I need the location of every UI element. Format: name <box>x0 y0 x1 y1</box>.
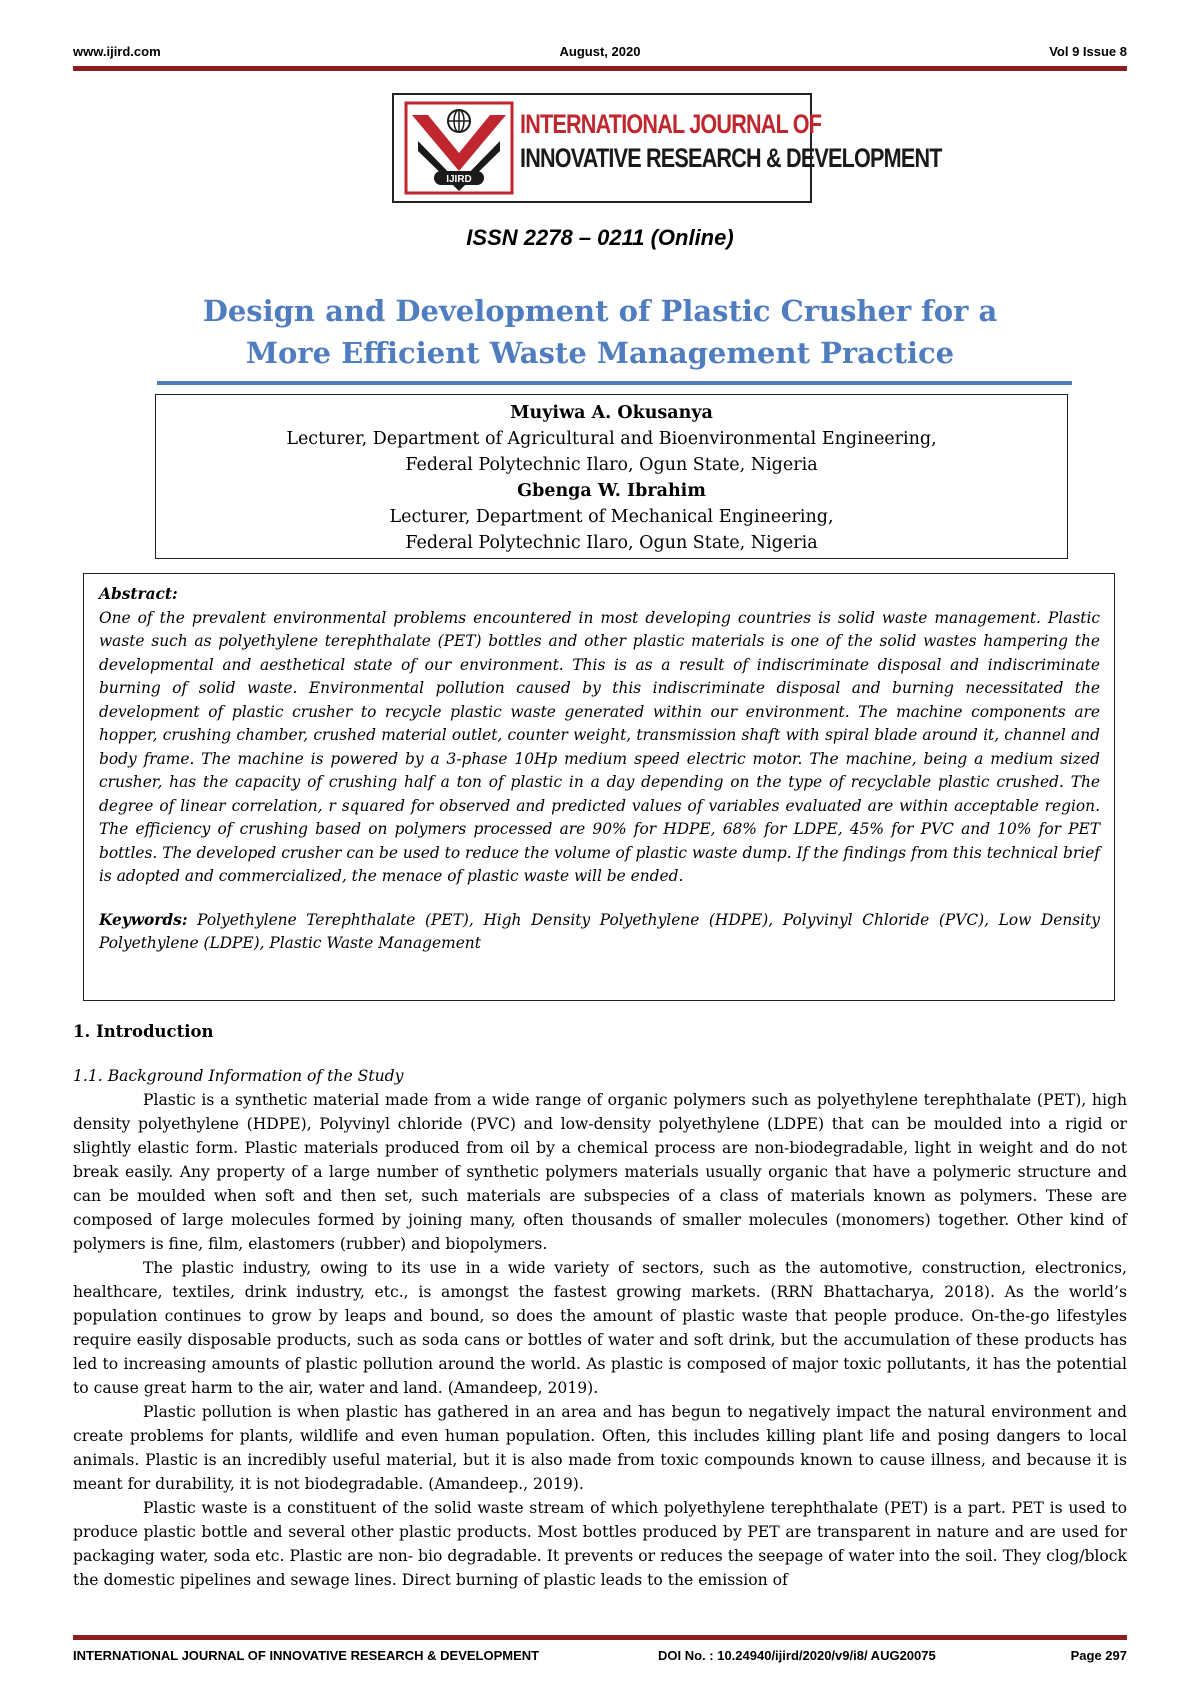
page-header <box>73 44 1127 64</box>
abstract-heading: Abstract: <box>99 585 178 603</box>
paragraph: The plastic industry, owing to its use in a wide variety of sectors, such as the automotive, construction, electronics, healthcare, textiles, drink industry, etc., is amongst the fastest growing markets. (RRN Bhattacharya, 2018). As the world’s population continues to grow by leaps and bound, so does the amount of plastic waste that people produce. On-the-go lifestyles require easily disposable products, such as soda cans or bottles of water and soft drink, but the accumulation of these products has led to increasing amounts of plastic pollution around the world. As plastic is composed of major toxic pollutants, it has the potential to cause great harm to the air, water and land. (Amandeep, 2019). <box>73 1259 1127 1397</box>
header-website: www.ijird.com <box>73 44 161 59</box>
author-affiliation: Federal Polytechnic Ilaro, Ogun State, Nigeria <box>405 455 818 475</box>
logo-line-2: INNOVATIVE RESEARCH & DEVELOPMENT <box>520 143 942 173</box>
keywords <box>99 909 1100 956</box>
subsection-heading: 1.1. Background Information of the Study <box>73 1067 404 1085</box>
journal-emblem-icon <box>404 101 514 195</box>
header-volume-issue: Vol 9 Issue 8 <box>1049 44 1127 59</box>
footer-rule <box>73 1635 1127 1640</box>
header-rule <box>73 66 1127 71</box>
footer-page-number: Page 297 <box>1070 1648 1127 1663</box>
issn: ISSN 2278 – 0211 (Online) <box>466 225 734 250</box>
title-line-1: Design and Development of Plastic Crusher for a <box>202 294 998 328</box>
svg-text:IJIRD: IJIRD <box>446 174 472 185</box>
footer-journal: INTERNATIONAL JOURNAL OF INNOVATIVE RESEARCH & DEVELOPMENT <box>73 1648 540 1663</box>
section-heading: 1. Introduction <box>73 1022 214 1041</box>
keywords-text: Polyethylene Terephthalate (PET), High Density Polyethylene (HDPE), Polyvinyl Chloride (PVC), Low Density Polyethylene (LDPE), Plastic Waste Management <box>99 910 1100 952</box>
body-text <box>73 1020 1127 1592</box>
abstract-text: One of the prevalent environmental problems encountered in most developing countries is solid waste management. Plastic waste such as polyethylene terephthalate (PET) bottles and other plastic materials is one of the solid wastes hampering the developmental and aesthetical state of our environment. This is as a result of indiscriminate disposal and indiscriminate burning of solid waste. Environmental pollution caused by this indiscriminate disposal and burning necessitated the development of plastic crusher to recycle plastic waste generated within our environment. The machine components are hopper, crushing chamber, crushed material outlet, counter weight, transmission shaft with spiral blade around it, channel and body frame. The machine is powered by a 3-phase 10Hp medium speed electric motor. The machine, being a medium sized crusher, has the capacity of crushing half a ton of plastic in a day depending on the type of recyclable plastic crushed. The degree of linear correlation, r squared for observed and predicted values of variables evaluated are within acceptable region. The efficiency of crushing based on polymers processed are 90% for HDPE, 68% for LDPE, 45% for PVC and 10% for PET bottles. The developed crusher can be used to reduce the volume of plastic waste dump. If the findings from this technical brief is adopted and commercialized, the menace of plastic waste will be ended. <box>99 608 1100 885</box>
paragraph: Plastic waste is a constituent of the solid waste stream of which polyethylene terephthalate (PET) is a part. PET is used to produce plastic bottle and several other plastic products. Most bottles produced by PET are transparent in nature and are used for packaging water, soda etc. Plastic are non- bio degradable. It prevents or reduces the seepage of water into the soil. They clog/block the domestic pipelines and sewage lines. Direct burning of plastic leads to the emission of <box>73 1499 1127 1589</box>
keywords-label: Keywords: <box>99 910 188 929</box>
title-rule <box>157 381 1072 385</box>
logo-line-1: INTERNATIONAL JOURNAL OF <box>520 109 822 139</box>
abstract-box <box>83 573 1115 1001</box>
author-affiliation: Federal Polytechnic Ilaro, Ogun State, Nigeria <box>405 533 818 553</box>
title-line-2: More Efficient Waste Management Practice <box>245 336 955 370</box>
journal-logo <box>392 93 942 203</box>
header-date: August, 2020 <box>559 44 641 59</box>
author-affiliation: Lecturer, Department of Agricultural and Bioenvironmental Engineering, <box>286 429 937 449</box>
footer-doi: DOI No. : 10.24940/ijird/2020/v9/i8/ AUG20075 <box>658 1648 936 1663</box>
author-block <box>155 394 1068 559</box>
paragraph: Plastic pollution is when plastic has gathered in an area and has begun to negatively impact the natural environment and create problems for plants, wildlife and even human population. Often, this includes killing plant life and posing dangers to local animals. Plastic is an incredibly useful material, but it is also made from toxic compounds known to cause illness, and because it is meant for durability, it is not biodegradable. (Amandeep., 2019). <box>73 1403 1127 1493</box>
paragraph: Plastic is a synthetic material made from a wide range of organic polymers such as polyethylene terephthalate (PET), high density polyethylene (HDPE), Polyvinyl chloride (PVC) and low-density polyethylene (LDPE) that can be moulded into a rigid or slightly elastic form. Plastic materials produced from oil by a chemical process are non-biodegradable, light in weight and do not break easily. Any property of a large number of synthetic polymers materials usually organic that have a polymeric structure and can be moulded when soft and then set, such materials are subspecies of a class of materials known as polymers. These are composed of large molecules formed by joining many, often thousands of smaller molecules (monomers) together. Other kind of polymers is fine, film, elastomers (rubber) and biopolymers. <box>73 1091 1127 1253</box>
journal-logo-text <box>520 107 1047 175</box>
page-footer <box>73 1648 1127 1668</box>
paper-title <box>100 290 1100 374</box>
author-name: Muyiwa A. Okusanya <box>510 403 713 423</box>
author-affiliation: Lecturer, Department of Mechanical Engineering, <box>389 507 834 527</box>
author-name: Gbenga W. Ibrahim <box>517 481 706 501</box>
